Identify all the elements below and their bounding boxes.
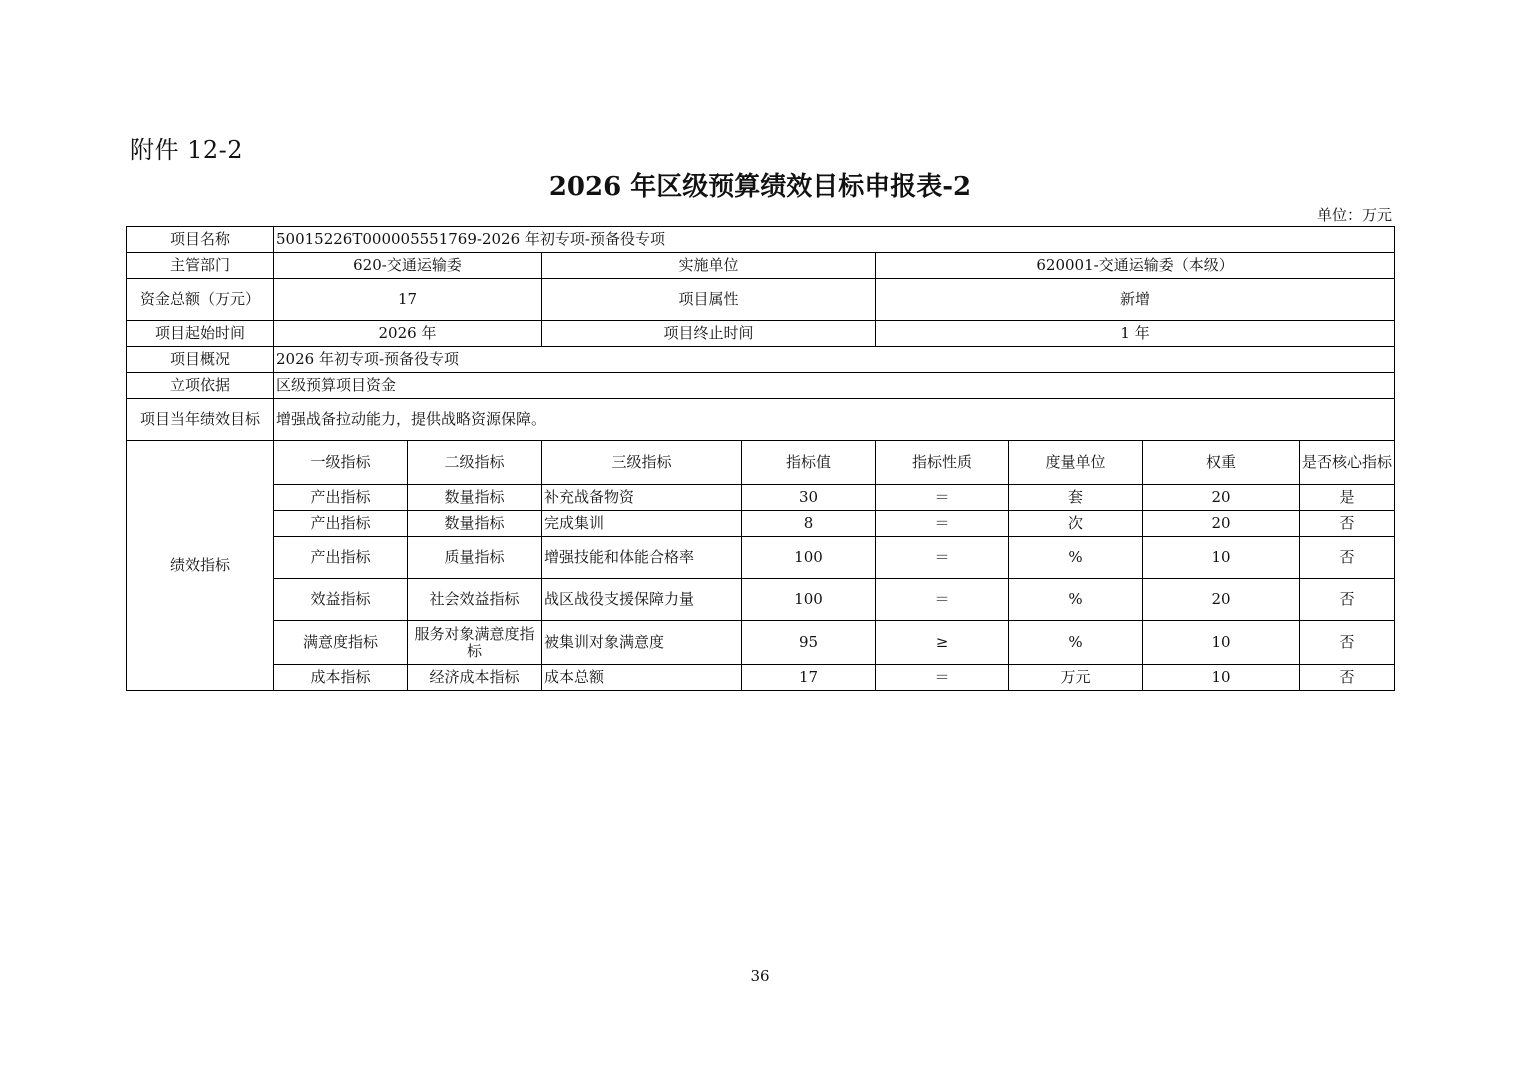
level2-cell: 数量指标 bbox=[408, 485, 542, 511]
level1-cell: 成本指标 bbox=[274, 665, 408, 691]
level2-cell: 经济成本指标 bbox=[408, 665, 542, 691]
goal-value: 增强战备拉动能力，提供战略资源保障。 bbox=[274, 399, 1395, 441]
attr-label: 项目属性 bbox=[542, 279, 876, 321]
weight-cell: 20 bbox=[1143, 579, 1300, 621]
basis-label: 立项依据 bbox=[127, 373, 274, 399]
page-number: 36 bbox=[750, 967, 770, 985]
level3-cell: 补充战备物资 bbox=[542, 485, 742, 511]
header-weight: 权重 bbox=[1143, 441, 1300, 485]
row-goal bbox=[127, 399, 1395, 441]
indicator-row bbox=[127, 621, 1395, 665]
header-level3: 三级指标 bbox=[542, 441, 742, 485]
indicator-row bbox=[127, 665, 1395, 691]
level3-cell: 成本总额 bbox=[542, 665, 742, 691]
header-level1: 一级指标 bbox=[274, 441, 408, 485]
core-cell: 否 bbox=[1300, 621, 1395, 665]
header-core: 是否核心指标 bbox=[1300, 441, 1395, 485]
level2-cell: 数量指标 bbox=[408, 511, 542, 537]
impl-value: 620001-交通运输委（本级） bbox=[876, 253, 1395, 279]
value-cell: 100 bbox=[742, 537, 876, 579]
indicator-row bbox=[127, 579, 1395, 621]
performance-target-form bbox=[126, 226, 1395, 691]
value-cell: 30 bbox=[742, 485, 876, 511]
weight-cell: 10 bbox=[1143, 665, 1300, 691]
row-project-name bbox=[127, 227, 1395, 253]
fund-label: 资金总额（万元） bbox=[127, 279, 274, 321]
indicator-header-row bbox=[127, 441, 1395, 485]
indicator-row bbox=[127, 485, 1395, 511]
basis-value: 区级预算项目资金 bbox=[274, 373, 1395, 399]
header-value: 指标值 bbox=[742, 441, 876, 485]
level3-cell: 战区战役支援保障力量 bbox=[542, 579, 742, 621]
nature-cell: ＝ bbox=[876, 537, 1009, 579]
core-cell: 否 bbox=[1300, 537, 1395, 579]
unit-cell: % bbox=[1009, 621, 1143, 665]
attr-value: 新增 bbox=[876, 279, 1395, 321]
value-cell: 8 bbox=[742, 511, 876, 537]
row-period bbox=[127, 321, 1395, 347]
start-label: 项目起始时间 bbox=[127, 321, 274, 347]
weight-cell: 10 bbox=[1143, 537, 1300, 579]
unit-cell: 套 bbox=[1009, 485, 1143, 511]
overview-value: 2026 年初专项-预备役专项 bbox=[274, 347, 1395, 373]
attachment-label: 附件 12-2 bbox=[130, 136, 244, 164]
nature-cell: ≥ bbox=[876, 621, 1009, 665]
level3-cell: 增强技能和体能合格率 bbox=[542, 537, 742, 579]
project-name-label: 项目名称 bbox=[127, 227, 274, 253]
impl-label: 实施单位 bbox=[542, 253, 876, 279]
goal-label: 项目当年绩效目标 bbox=[127, 399, 274, 441]
row-overview bbox=[127, 347, 1395, 373]
nature-cell: ＝ bbox=[876, 665, 1009, 691]
unit-label: 单位：万元 bbox=[1316, 206, 1392, 224]
value-cell: 17 bbox=[742, 665, 876, 691]
level1-cell: 效益指标 bbox=[274, 579, 408, 621]
level1-cell: 产出指标 bbox=[274, 485, 408, 511]
weight-cell: 20 bbox=[1143, 485, 1300, 511]
start-value: 2026 年 bbox=[274, 321, 542, 347]
core-cell: 否 bbox=[1300, 579, 1395, 621]
dept-label: 主管部门 bbox=[127, 253, 274, 279]
unit-cell: % bbox=[1009, 537, 1143, 579]
value-cell: 95 bbox=[742, 621, 876, 665]
value-cell: 100 bbox=[742, 579, 876, 621]
unit-cell: 万元 bbox=[1009, 665, 1143, 691]
header-nature: 指标性质 bbox=[876, 441, 1009, 485]
level2-cell: 社会效益指标 bbox=[408, 579, 542, 621]
level1-cell: 产出指标 bbox=[274, 511, 408, 537]
page-title: 2026 年区级预算绩效目标申报表-2 bbox=[548, 172, 972, 202]
header-unit: 度量单位 bbox=[1009, 441, 1143, 485]
project-name-value: 50015226T000005551769-2026 年初专项-预备役专项 bbox=[274, 227, 1395, 253]
unit-cell: 次 bbox=[1009, 511, 1143, 537]
weight-cell: 10 bbox=[1143, 621, 1300, 665]
nature-cell: ＝ bbox=[876, 511, 1009, 537]
end-label: 项目终止时间 bbox=[542, 321, 876, 347]
level3-cell: 被集训对象满意度 bbox=[542, 621, 742, 665]
row-fund bbox=[127, 279, 1395, 321]
nature-cell: ＝ bbox=[876, 485, 1009, 511]
level1-cell: 产出指标 bbox=[274, 537, 408, 579]
end-value: 1 年 bbox=[876, 321, 1395, 347]
overview-label: 项目概况 bbox=[127, 347, 274, 373]
dept-value: 620-交通运输委 bbox=[274, 253, 542, 279]
row-department bbox=[127, 253, 1395, 279]
nature-cell: ＝ bbox=[876, 579, 1009, 621]
weight-cell: 20 bbox=[1143, 511, 1300, 537]
level2-cell: 质量指标 bbox=[408, 537, 542, 579]
header-level2: 二级指标 bbox=[408, 441, 542, 485]
core-cell: 否 bbox=[1300, 511, 1395, 537]
level1-cell: 满意度指标 bbox=[274, 621, 408, 665]
indicator-row bbox=[127, 511, 1395, 537]
core-cell: 否 bbox=[1300, 665, 1395, 691]
indicators-section-label: 绩效指标 bbox=[127, 441, 274, 691]
level2-cell: 服务对象满意度指标 bbox=[408, 621, 542, 665]
unit-cell: % bbox=[1009, 579, 1143, 621]
fund-value: 17 bbox=[274, 279, 542, 321]
row-basis bbox=[127, 373, 1395, 399]
core-cell: 是 bbox=[1300, 485, 1395, 511]
indicator-row bbox=[127, 537, 1395, 579]
level3-cell: 完成集训 bbox=[542, 511, 742, 537]
